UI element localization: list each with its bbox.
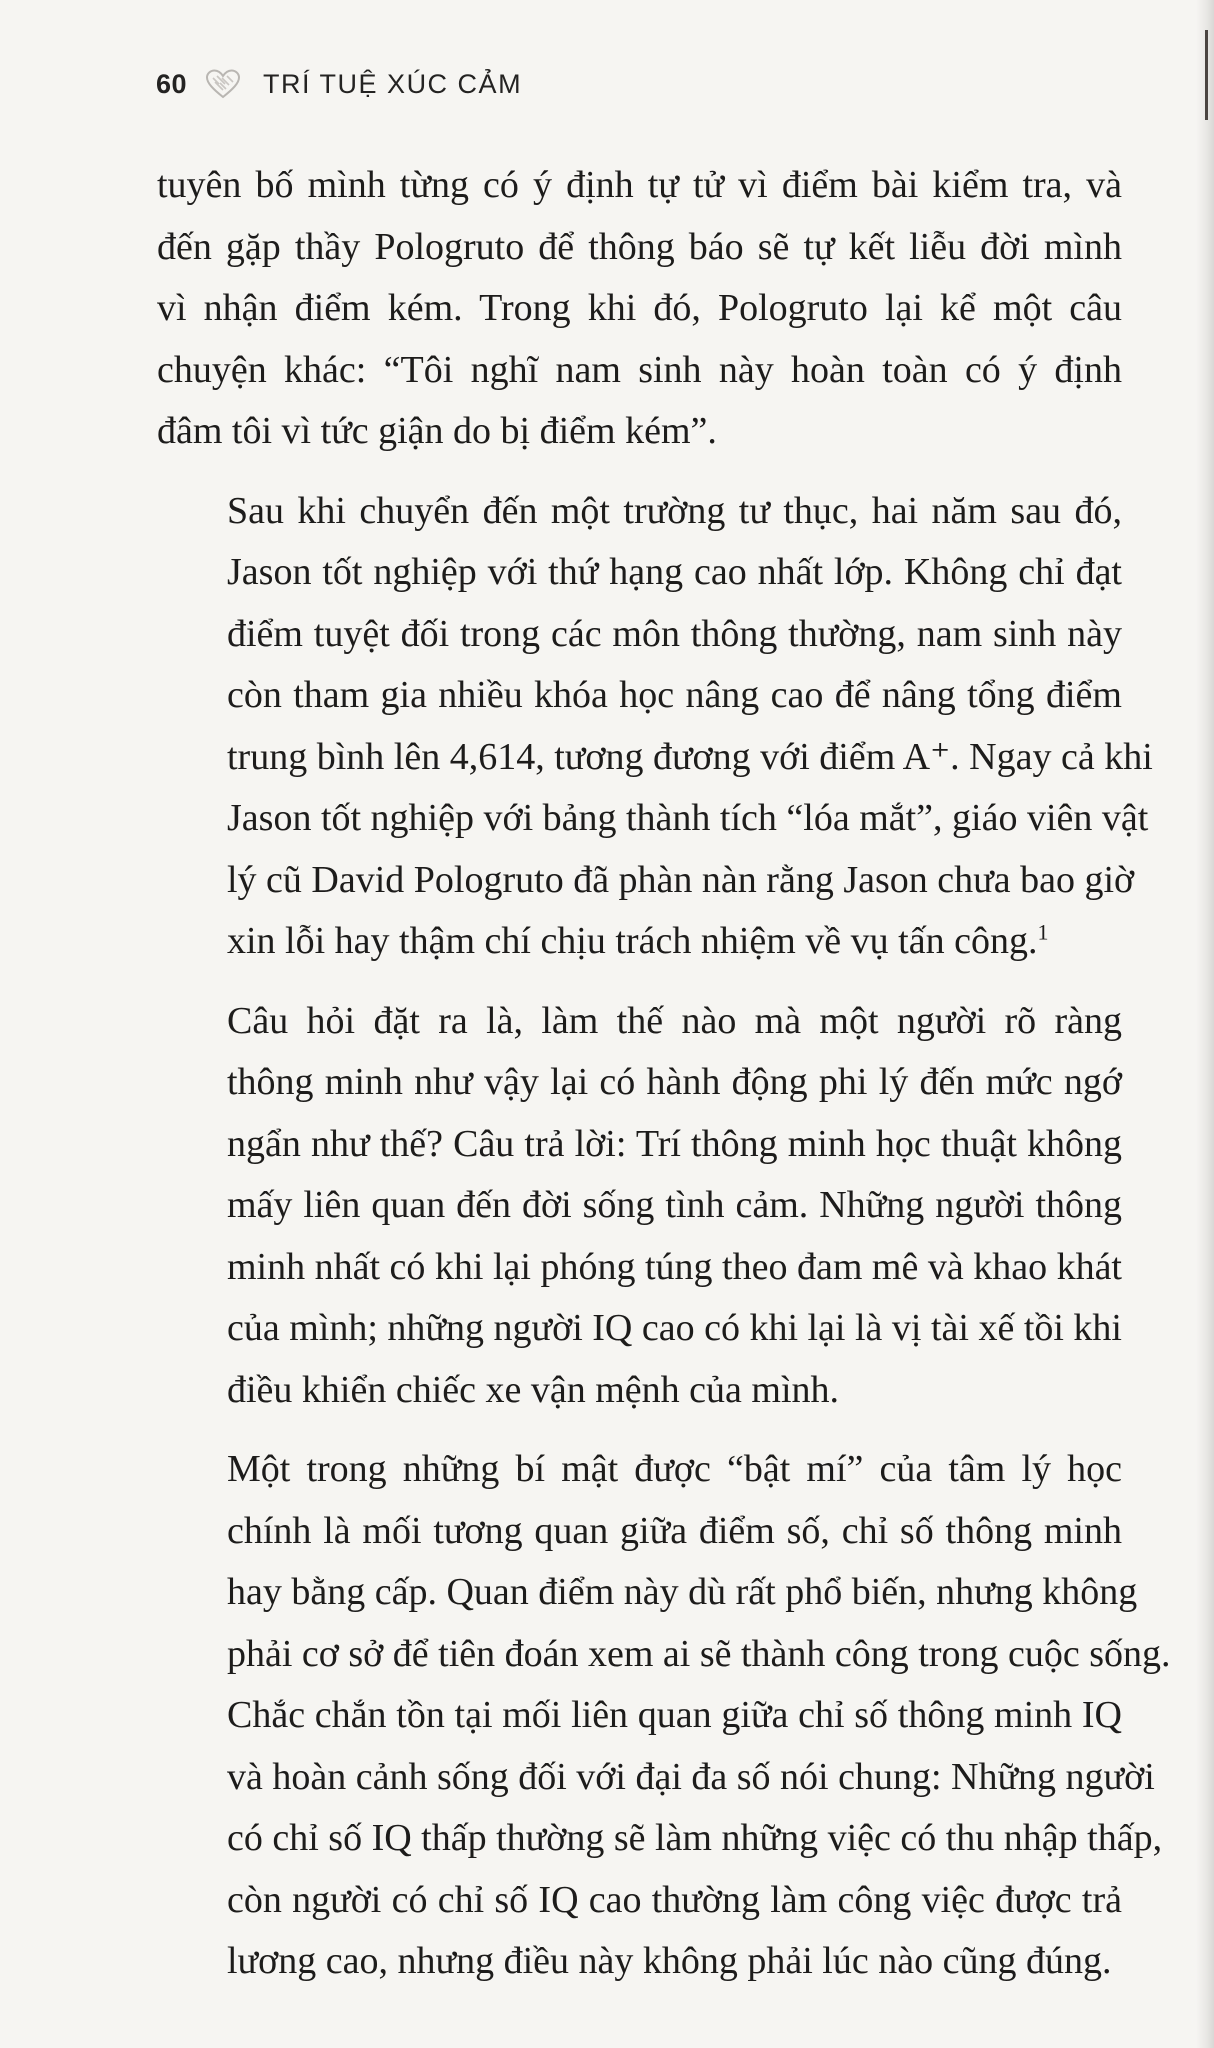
text-line: điều khiển chiếc xe vận mệnh của mình. [227, 1368, 840, 1411]
body-text [157, 155, 1171, 2011]
paragraph-2 [157, 481, 1153, 973]
text-line: vì nhận điểm kém. Trong khi đó, Pologruto lại kể một câu [157, 287, 1122, 329]
text-line: Jason tốt nghiệp với bảng thành tích “lóa mắt”, giáo viên vật [227, 797, 1149, 839]
text-line: xin lỗi hay thậm chí chịu trách nhiệm về vụ tấn công. [227, 920, 1038, 962]
text-line: của mình; những người IQ cao có khi lại là vị tài xế tồi khi [227, 1307, 1122, 1349]
text-line: Một trong những bí mật được “bật mí” của tâm lý học [227, 1448, 1122, 1490]
text-line: Chắc chắn tồn tại mối liên quan giữa chỉ số thông minh IQ [227, 1694, 1122, 1736]
text-line: lý cũ David Pologruto đã phàn nàn rằng Jason chưa bao giờ [227, 858, 1135, 901]
paragraph-3 [157, 991, 1122, 1422]
text-line-with-footnote [157, 911, 1122, 973]
text-line: mấy liên quan đến đời sống tình cảm. Những người thông [227, 1184, 1122, 1226]
text-line: chuyện khác: “Tôi nghĩ nam sinh này hoàn toàn có ý định [157, 348, 1122, 391]
spine-mark [1205, 30, 1208, 120]
text-line: và hoàn cảnh sống đối với đại đa số nói chung: Những người [227, 1755, 1155, 1798]
text-line: đến gặp thầy Pologruto để thông báo sẽ tự kết liễu đời mình [157, 225, 1122, 268]
page-number: 60 [156, 68, 188, 99]
text-line: phải cơ sở để tiên đoán xem ai sẽ thành công trong cuộc sống. [227, 1632, 1171, 1675]
spine-shadow [1196, 0, 1214, 2048]
running-head [156, 62, 522, 106]
running-head-title: TRÍ TUỆ XÚC CẢM [263, 68, 523, 99]
heart-icon [205, 69, 241, 99]
text-line: ngẩn như thế? Câu trả lời: Trí thông minh học thuật không [227, 1122, 1122, 1165]
text-line: thông minh như vậy lại có hành động phi lý đến mức ngớ [227, 1061, 1122, 1103]
text-line: đâm tôi vì tức giận do bị điểm kém”. [157, 410, 717, 452]
text-line: Sau khi chuyển đến một trường tư thục, hai năm sau đó, [227, 489, 1122, 532]
text-line: tuyên bố mình từng có ý định tự tử vì điểm bài kiểm tra, và [157, 164, 1122, 206]
text-line: còn người có chỉ số IQ cao thường làm công việc được trả [227, 1878, 1122, 1921]
paragraph-1 [157, 155, 1122, 463]
text-line: chính là mối tương quan giữa điểm số, chỉ số thông minh [227, 1509, 1122, 1552]
text-line: lương cao, nhưng điều này không phải lúc nào cũng đúng. [227, 1940, 1112, 1982]
text-line: có chỉ số IQ thấp thường sẽ làm những việc có thu nhập thấp, [227, 1817, 1163, 1859]
text-line: điểm tuyệt đối trong các môn thông thường, nam sinh này [227, 612, 1122, 655]
text-line: hay bằng cấp. Quan điểm này dù rất phổ biến, nhưng không [227, 1571, 1138, 1613]
text-line: Câu hỏi đặt ra là, làm thế nào mà một người rõ ràng [227, 999, 1122, 1042]
text-line: Jason tốt nghiệp với thứ hạng cao nhất lớp. Không chỉ đạt [227, 551, 1122, 593]
text-line: minh nhất có khi lại phóng túng theo đam mê và khao khát [227, 1245, 1122, 1288]
paragraph-4 [157, 1439, 1171, 1993]
text-line: trung bình lên 4,614, tương đương với điểm A⁺. Ngay cả khi [227, 735, 1153, 778]
text-line: còn tham gia nhiều khóa học nâng cao để nâng tổng điểm [227, 674, 1122, 716]
footnote-marker: 1 [1037, 919, 1049, 945]
